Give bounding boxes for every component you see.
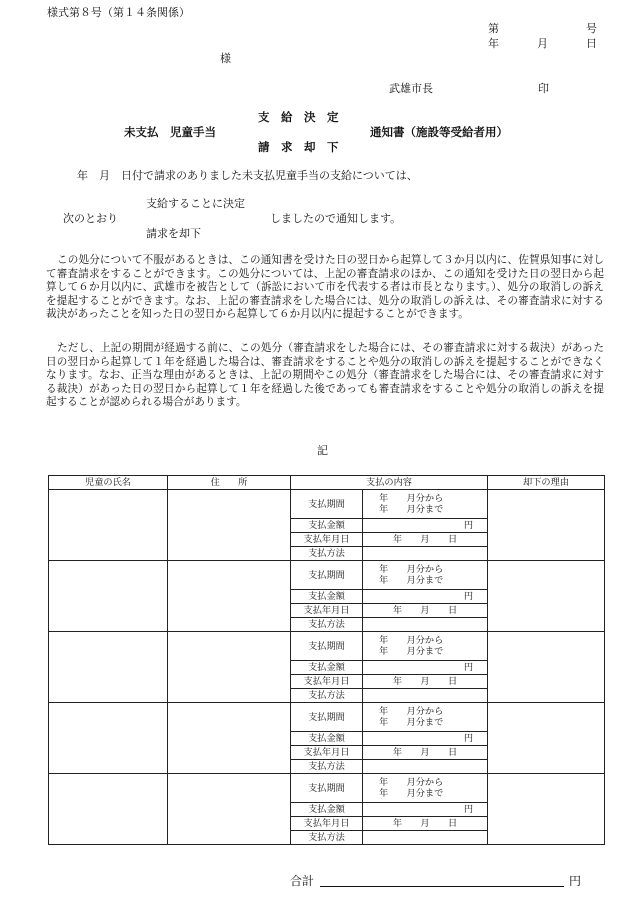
address-cell[interactable]	[168, 703, 291, 774]
period-value[interactable]	[363, 632, 488, 661]
notice-paragraph-2: ただし、上記の期間が経過する前に、この処分（審査請求をした場合には、その審査請求に対する裁決）があった日の翌日から起算して１年を経過した場合は、審査請求をすることや処分の取消しの訴えを提起することができなくなります。なお、正当な理由があるときは、上記の期間やこの処分（審査請求をした場合には、その審査請求に対する裁決）があった日の翌日から起算して１年を経過した後であっても審査請求をすることや処分の取消しの訴えを提起することが認められる場合があります。	[46, 342, 604, 409]
amount-label: 支払金額	[291, 803, 363, 817]
period-label: 支払期間	[291, 490, 363, 519]
period-value[interactable]	[363, 774, 488, 803]
period-from: 年 月分から	[379, 635, 444, 646]
period-to: 年 月分まで	[379, 504, 444, 515]
period-to: 年 月分まで	[379, 788, 444, 799]
rejection-reason-cell[interactable]	[488, 703, 605, 774]
date-value[interactable]: 年 月 日	[363, 675, 488, 689]
amount-label: 支払金額	[291, 661, 363, 675]
period-label: 支払期間	[291, 774, 363, 803]
total-underline	[320, 886, 564, 887]
date-day: 日	[586, 37, 597, 50]
method-value[interactable]	[363, 689, 488, 703]
method-value[interactable]	[363, 760, 488, 774]
notice-paragraph-1: この処分について不服があるときは、この通知書を受けた日の翌日から起算して３か月以内に、佐賀県知事に対して審査請求をすることができます。この処分については、上記の審査請求のほか、この通知を受けた日の翌日から起算して６か月以内に、武雄市を被告として（訴訟において市を代表する者は市長となります。）、処分の取消しの訴えを提起することができます。なお、上記の審査請求をした場合には、処分の取消しの訴えは、その審査請求に対する裁決があったことを知った日の翌日から起算して６か月以内に提起することができます。	[46, 254, 604, 321]
header-rejection-reason: 却下の理由	[488, 476, 605, 490]
table-row	[49, 561, 605, 590]
issuer-name: 武雄市長	[389, 82, 433, 95]
address-cell[interactable]	[168, 490, 291, 561]
amount-label: 支払金額	[291, 590, 363, 604]
decision-option-bottom: 請求を却下	[146, 227, 201, 240]
addressee-suffix: 様	[220, 52, 231, 65]
amount-value[interactable]: 円	[363, 803, 488, 817]
table-row	[49, 774, 605, 803]
period-label: 支払期間	[291, 561, 363, 590]
amount-label: 支払金額	[291, 519, 363, 533]
header-payment-content: 支払の内容	[291, 476, 488, 490]
table-row	[49, 490, 605, 519]
amount-value[interactable]: 円	[363, 661, 488, 675]
header-child-name: 児童の氏名	[49, 476, 168, 490]
date-month: 月	[537, 37, 548, 50]
child-name-cell[interactable]	[49, 632, 168, 703]
rejection-reason-cell[interactable]	[488, 561, 605, 632]
rejection-reason-cell[interactable]	[488, 490, 605, 561]
rejection-reason-cell[interactable]	[488, 632, 605, 703]
date-year: 年	[488, 37, 499, 50]
total-unit: 円	[569, 874, 582, 888]
title-right: 通知書（施設等受給者用）	[370, 125, 508, 139]
period-to: 年 月分まで	[379, 646, 444, 657]
total-label: 合計	[290, 874, 315, 888]
child-name-cell[interactable]	[49, 561, 168, 632]
date-label: 支払年月日	[291, 533, 363, 547]
period-to: 年 月分まで	[379, 575, 444, 586]
table-header-row	[49, 476, 605, 490]
child-name-cell[interactable]	[49, 703, 168, 774]
amount-value[interactable]: 円	[363, 590, 488, 604]
form-number: 様式第８号（第１４条関係）	[47, 6, 190, 19]
method-label: 支払方法	[291, 547, 363, 561]
date-value[interactable]: 年 月 日	[363, 746, 488, 760]
decision-option-top: 支給することに決定	[146, 197, 245, 210]
date-value[interactable]: 年 月 日	[363, 604, 488, 618]
period-value[interactable]	[363, 703, 488, 732]
period-label: 支払期間	[291, 703, 363, 732]
period-value[interactable]	[363, 561, 488, 590]
method-label: 支払方法	[291, 618, 363, 632]
child-name-cell[interactable]	[49, 490, 168, 561]
ki-heading: 記	[317, 444, 328, 457]
method-value[interactable]	[363, 618, 488, 632]
decision-suffix: しましたので通知します。	[270, 212, 402, 225]
amount-label: 支払金額	[291, 732, 363, 746]
doc-number-suffix: 号	[586, 22, 597, 35]
seal-mark: 印	[538, 82, 549, 95]
period-from: 年 月分から	[379, 564, 444, 575]
method-label: 支払方法	[291, 831, 363, 845]
period-to: 年 月分まで	[379, 717, 444, 728]
date-label: 支払年月日	[291, 675, 363, 689]
date-label: 支払年月日	[291, 817, 363, 831]
table-row	[49, 632, 605, 661]
table-row	[49, 703, 605, 732]
header-address: 住 所	[168, 476, 291, 490]
period-label: 支払期間	[291, 632, 363, 661]
payment-table	[48, 475, 605, 845]
rejection-reason-cell[interactable]	[488, 774, 605, 845]
amount-value[interactable]: 円	[363, 519, 488, 533]
request-line: 年 月 日付で請求のありました未支払児童手当の支給については、	[77, 169, 418, 182]
date-label: 支払年月日	[291, 746, 363, 760]
date-label: 支払年月日	[291, 604, 363, 618]
title-option-bottom: 請 求 却 下	[258, 140, 339, 154]
address-cell[interactable]	[168, 632, 291, 703]
decision-prefix: 次のとおり	[63, 212, 118, 225]
period-from: 年 月分から	[379, 493, 444, 504]
method-label: 支払方法	[291, 689, 363, 703]
doc-number-prefix: 第	[488, 22, 499, 35]
period-value[interactable]	[363, 490, 488, 519]
amount-value[interactable]: 円	[363, 732, 488, 746]
method-label: 支払方法	[291, 760, 363, 774]
date-value[interactable]: 年 月 日	[363, 533, 488, 547]
child-name-cell[interactable]	[49, 774, 168, 845]
method-value[interactable]	[363, 547, 488, 561]
title-option-top: 支 給 決 定	[258, 110, 339, 124]
address-cell[interactable]	[168, 774, 291, 845]
address-cell[interactable]	[168, 561, 291, 632]
period-from: 年 月分から	[379, 777, 444, 788]
date-value[interactable]: 年 月 日	[363, 817, 488, 831]
period-from: 年 月分から	[379, 706, 444, 717]
method-value[interactable]	[363, 831, 488, 845]
title-left: 未支払 児童手当	[124, 125, 216, 139]
